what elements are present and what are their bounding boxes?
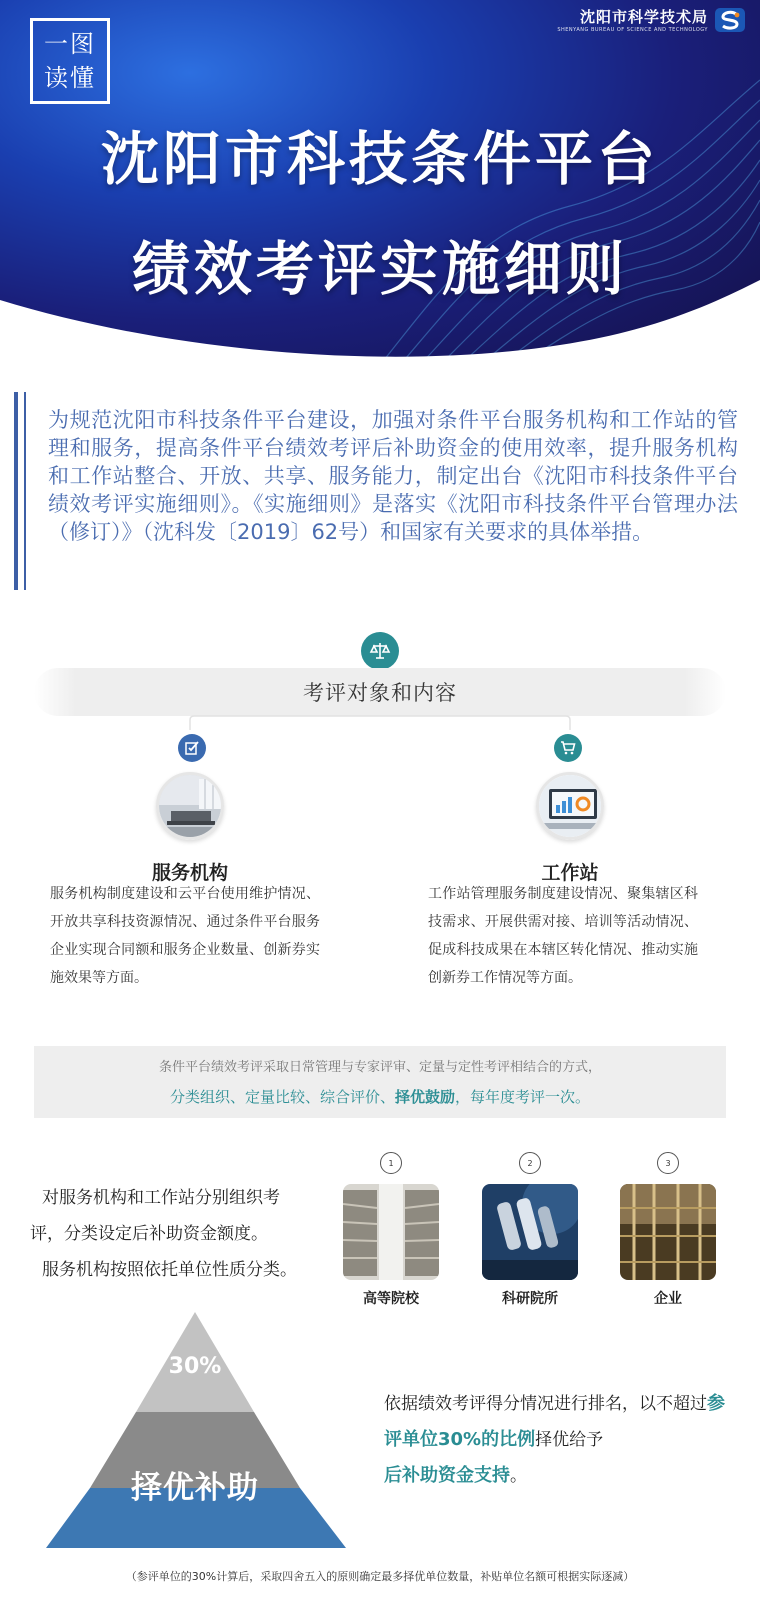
footnote: （参评单位的30%计算后，采取四舍五入的原则确定最多择优单位数量，补贴单位名额可根据实际逐减）: [125, 1570, 635, 1583]
category-number-2: 2: [519, 1152, 541, 1174]
ranking-description: [384, 1386, 730, 1494]
category-description: [30, 1180, 330, 1288]
shopping-cart-icon: [554, 734, 582, 762]
category-line2: 评，分类设定后补助资金额度。: [30, 1224, 268, 1244]
method-summary-band: [34, 1046, 726, 1118]
laptop-data-photo: [536, 772, 604, 840]
badge-line2: 读懂: [44, 64, 96, 92]
category-label-enterprise: 企业: [654, 1291, 682, 1307]
yitu-dudong-badge: [30, 18, 110, 104]
hero-banner: [0, 0, 760, 365]
intro-paragraph: 为规范沈阳市科技条件平台建设，加强对条件平台服务机构和工作站的管理和服务，提高条件平台绩效考评后补助资金的使用效率，提升服务机构和工作站整合、开放、共享、服务能力，制定出台《沈阳市科技条件平台绩效考评实施细则》。《实施细则》是落实《沈阳市科技条件平台管理办法（修订）》（沈科发〔2019〕62号）和国家有关要求的具体举措。: [48, 408, 738, 544]
section-connector-lines: [0, 712, 760, 742]
meeting-room-photo: [156, 772, 224, 840]
method-line2: [34, 1082, 726, 1112]
workstation-description: 工作站管理服务制度建设情况、聚集辖区科技需求、开展供需对接、培训等活动情况、促成科技成果在本辖区转化情况、推动实施创新券工作情况等方面。: [428, 886, 698, 986]
category-label-university: 高等院校: [363, 1291, 419, 1307]
ranking-part3: 。: [510, 1466, 527, 1486]
category-label-research: 科研院所: [502, 1291, 558, 1307]
pyramid-top-percent: 30%: [168, 1354, 222, 1379]
ranking-part1: 依据绩效考评得分情况进行排名，以不超过: [384, 1394, 707, 1414]
pyramid-reward-label: 择优补助: [131, 1470, 259, 1506]
page-title-line1: 沈阳市科技条件平台: [100, 125, 659, 193]
service-org-title: 服务机构: [151, 862, 228, 884]
bureau-name-en: SHENYANG BUREAU OF SCIENCE AND TECHNOLOGY: [557, 27, 708, 33]
ranking-part2: 择优给予: [535, 1430, 604, 1450]
section-title: 考评对象和内容: [303, 681, 457, 705]
reward-pyramid: [0, 1308, 380, 1548]
checklist-icon: [178, 734, 206, 762]
scales-icon: [361, 632, 399, 670]
microscope-photo: [482, 1184, 578, 1280]
ranking-highlight-ratio: 参评单位30%的比例: [384, 1393, 725, 1450]
bureau-name: 沈阳市科学技术局: [579, 8, 708, 26]
bureau-emblem-icon: [714, 7, 746, 33]
method-line2-c: ，每年度考评一次。: [455, 1088, 591, 1106]
bureau-logo-group: [557, 6, 746, 33]
ranking-highlight-support: 后补助资金支持: [384, 1465, 510, 1486]
industrial-plant-photo: [620, 1184, 716, 1280]
workstation-title: 工作站: [541, 862, 599, 884]
section-title-band: [34, 668, 726, 716]
method-line2-a: 分类组织、定量比较、综合评价、: [169, 1088, 395, 1106]
category-line1: 对服务机构和工作站分别组织考: [42, 1188, 280, 1208]
category-number-1: 1: [380, 1152, 402, 1174]
badge-line1: 一图: [44, 30, 96, 58]
method-line2-highlight: 择优鼓励: [394, 1088, 455, 1106]
category-number-3: 3: [657, 1152, 679, 1174]
page-title-line2: 绩效考评实施细则: [131, 235, 628, 303]
category-line3: 服务机构按照依托单位性质分类。: [42, 1260, 297, 1280]
service-org-description: 服务机构制度建设和云平台使用维护情况、开放共享科技资源情况、通过条件平台服务企业实现合同额和服务企业数量、创新券实施效果等方面。: [50, 886, 320, 986]
intro-accent-bar: [14, 392, 26, 590]
method-line1: 条件平台绩效考评采取日常管理与专家评审、定量与定性考评相结合的方式，: [158, 1060, 601, 1075]
university-archive-photo: [343, 1184, 439, 1280]
